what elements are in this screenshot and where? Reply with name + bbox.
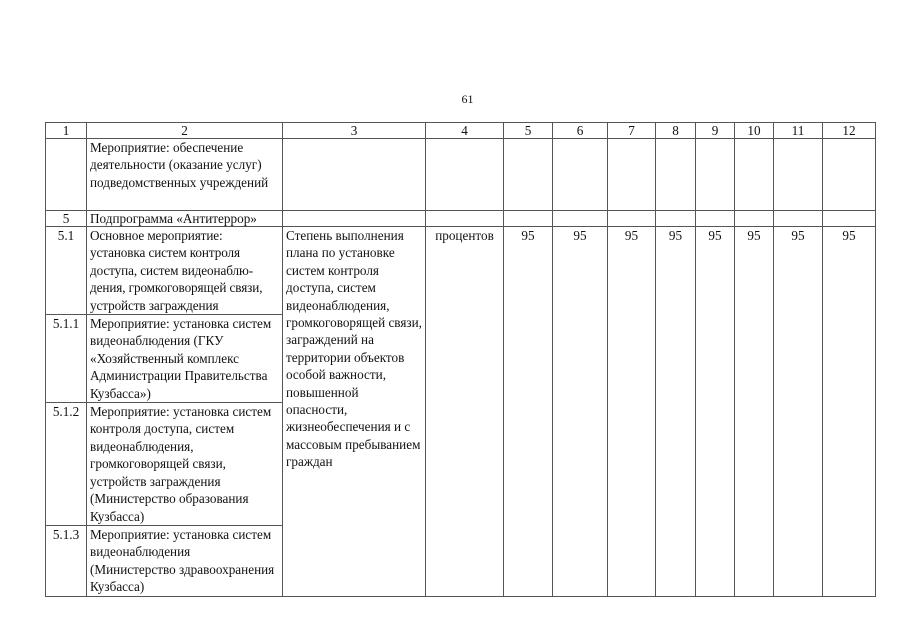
- row-name: Мероприятие: установка систем видеонаблюдения (ГКУ «Хозяйственный комплекс Администрации Правительства Кузбасса»): [87, 315, 283, 403]
- row-indicator: Степень выполнения плана по установке систем контроля доступа, систем видеонаблюдения, громкоговорящей связи, заграждений на территории объектов особой важности, повышенной опасности, жизнеобеспечения и с массовым пребыванием граждан: [283, 227, 426, 597]
- row-value: 95: [656, 227, 696, 597]
- row-name: Мероприятие: обеспечение деятельности (оказание услуг) подведомственных учреждений: [87, 139, 283, 211]
- column-header: 1: [46, 123, 87, 139]
- row-number: 5: [46, 211, 87, 227]
- row-value: [553, 211, 608, 227]
- row-unit: процентов: [426, 227, 504, 597]
- row-value: [696, 211, 735, 227]
- row-value: [504, 211, 553, 227]
- row-name: Основное мероприятие: установка систем контроля доступа, систем видеонаблю-дения, громкоговорящей связи, устройств заграждения: [87, 227, 283, 315]
- column-header: 12: [823, 123, 876, 139]
- row-value: 95: [735, 227, 774, 597]
- row-value: 95: [608, 227, 656, 597]
- page-number: 61: [461, 92, 474, 106]
- row-unit: [426, 139, 504, 211]
- row-number: 5.1.2: [46, 403, 87, 526]
- column-header: 7: [608, 123, 656, 139]
- column-header: 8: [656, 123, 696, 139]
- row-value: [735, 139, 774, 211]
- row-value: [504, 139, 553, 211]
- column-header: 6: [553, 123, 608, 139]
- header-row: [46, 123, 876, 139]
- row-value: [608, 139, 656, 211]
- row-indicator: [283, 211, 426, 227]
- row-name: Подпрограмма «Антитеррор»: [87, 211, 283, 227]
- row-number: 5.1.3: [46, 525, 87, 596]
- row-value: 95: [696, 227, 735, 597]
- row-value: [656, 211, 696, 227]
- row-unit: [426, 211, 504, 227]
- row-value: 95: [504, 227, 553, 597]
- column-header: 4: [426, 123, 504, 139]
- row-value: 95: [553, 227, 608, 597]
- indicators-table: [45, 122, 876, 597]
- row-number: [46, 139, 87, 211]
- column-header: 9: [696, 123, 735, 139]
- row-value: [823, 139, 876, 211]
- table-row: [46, 227, 876, 315]
- row-value: [774, 139, 823, 211]
- row-number: 5.1.1: [46, 315, 87, 403]
- row-value: [696, 139, 735, 211]
- row-value: [774, 211, 823, 227]
- row-value: [553, 139, 608, 211]
- column-header: 3: [283, 123, 426, 139]
- row-number: 5.1: [46, 227, 87, 315]
- column-header: 11: [774, 123, 823, 139]
- table-row: [46, 139, 876, 211]
- table-row: [46, 211, 876, 227]
- row-value: 95: [774, 227, 823, 597]
- column-header: 5: [504, 123, 553, 139]
- column-header: 10: [735, 123, 774, 139]
- row-value: [608, 211, 656, 227]
- row-name: Мероприятие: установка систем контроля доступа, систем видеонаблюдения, громкоговорящей связи, устройств заграждения (Министерство образования Кузбасса): [87, 403, 283, 526]
- row-value: [823, 211, 876, 227]
- row-value: [735, 211, 774, 227]
- row-value: [656, 139, 696, 211]
- column-header: 2: [87, 123, 283, 139]
- row-value: 95: [823, 227, 876, 597]
- row-indicator: [283, 139, 426, 211]
- row-name: Мероприятие: установка систем видеонаблюдения (Министерство здравоохранения Кузбасса): [87, 525, 283, 596]
